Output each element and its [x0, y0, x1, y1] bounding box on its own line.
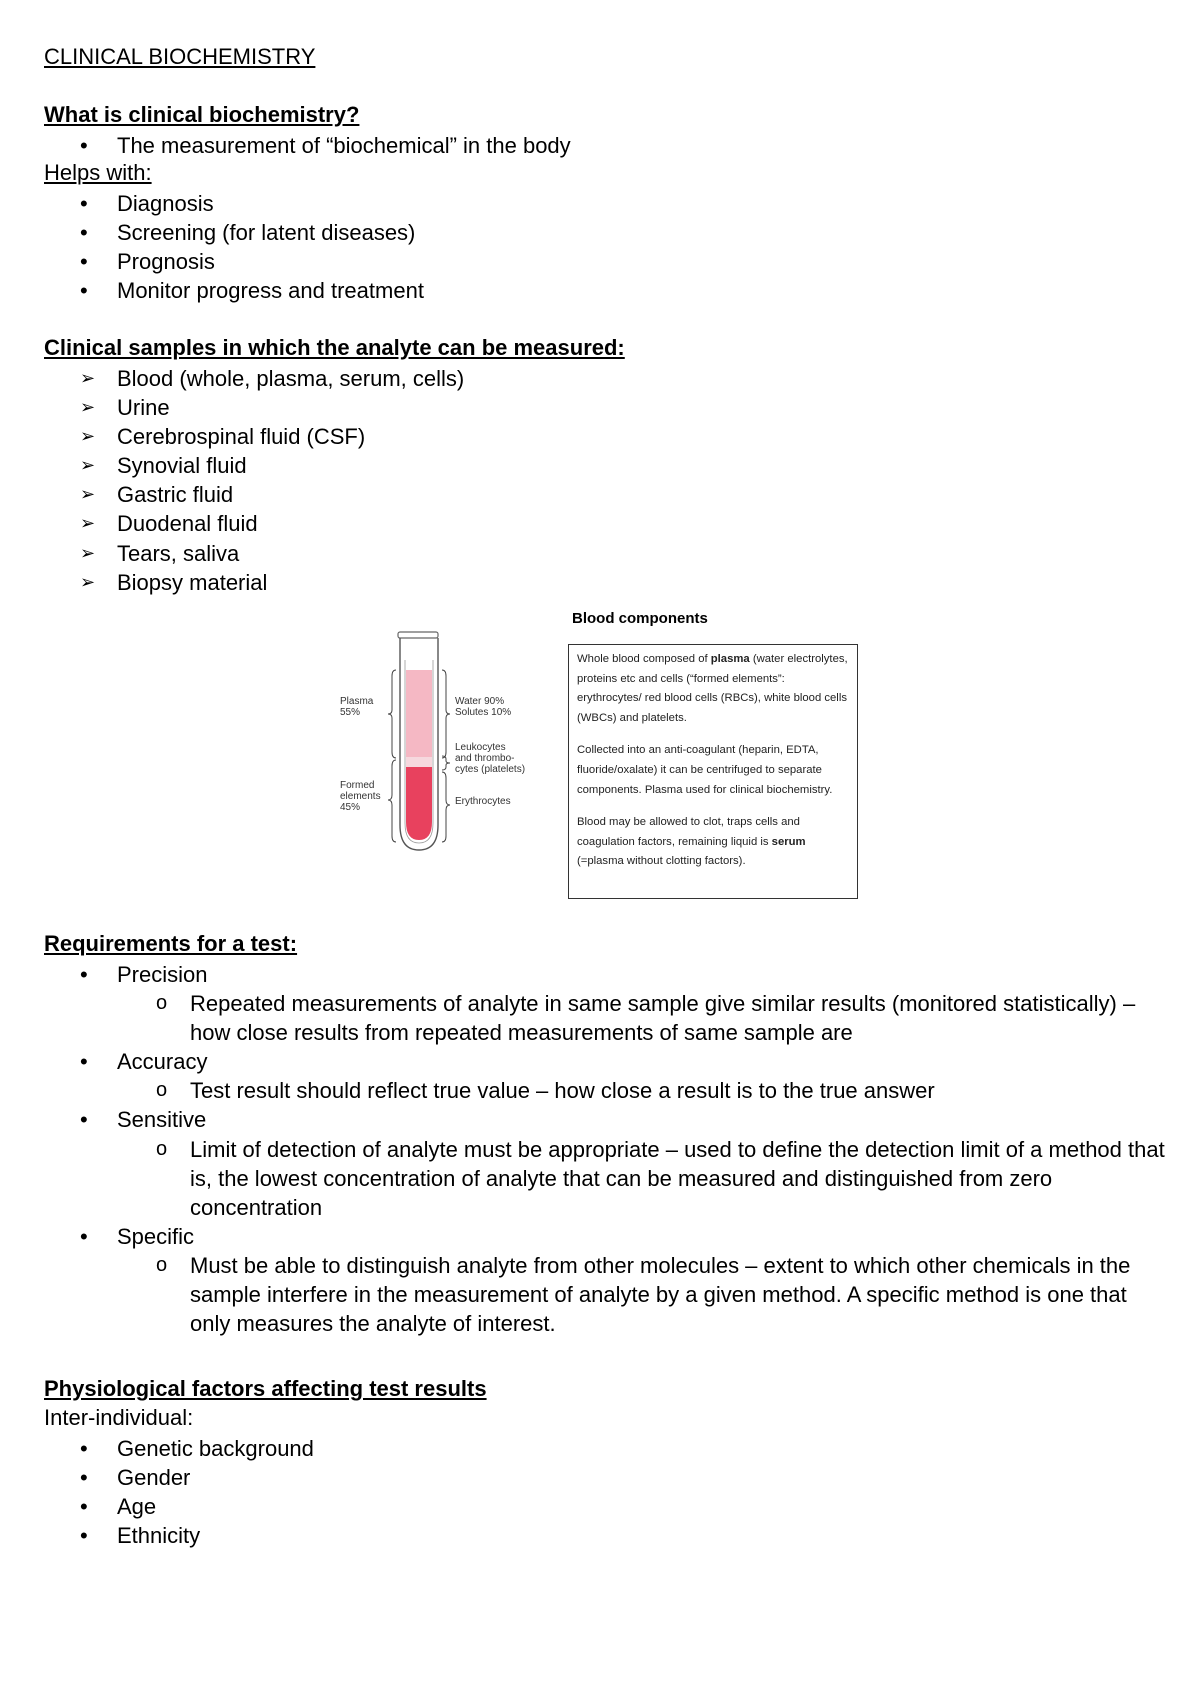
list-item: • Sensitive [0, 1105, 1200, 1134]
requirements-list [0, 960, 1200, 1338]
erythrocyte-bracket [442, 772, 450, 842]
tube-rim [398, 632, 438, 638]
document-title: CLINICAL BIOCHEMISTRY [44, 44, 316, 69]
figure-title: Blood components [572, 610, 708, 627]
sub-list-item: o Repeated measurements of analyte in same sample give similar results (monitored statistically) – how close results from repeated measurements of same sample are [0, 989, 1200, 1047]
list-item: ➢ Biopsy material [0, 568, 464, 597]
helps-with-label: Helps with: [44, 160, 152, 185]
formed-elements-bracket [388, 760, 396, 842]
erythrocyte-layer [406, 767, 432, 840]
blood-components-figure [340, 610, 860, 910]
list-item: • Genetic background [0, 1434, 314, 1463]
definition-list [0, 131, 571, 160]
water-solutes-bracket [442, 670, 450, 758]
plasma-label: Plasma 55% [340, 696, 374, 718]
sub-list-item: o Must be able to distinguish analyte from other molecules – extent to which other chemicals in the sample interfere in the measurement of analyte by a given method. A specific method is one that only measures the analyte of interest. [0, 1251, 1200, 1338]
leukocytes-label: Leukocytes and thrombo- cytes (platelets) [455, 742, 526, 775]
list-item: ➢ Tears, saliva [0, 539, 464, 568]
plasma-bracket [388, 670, 396, 758]
plasma-layer [406, 670, 432, 757]
inter-individual-label: Inter-individual: [44, 1405, 194, 1430]
list-item: • Prognosis [0, 247, 424, 276]
list-item: ➢ Duodenal fluid [0, 509, 464, 538]
section-heading-physiological: Physiological factors affecting test results [44, 1376, 487, 1401]
list-item: • Diagnosis [0, 189, 424, 218]
list-item: ➢ Gastric fluid [0, 480, 464, 509]
list-item: • Screening (for latent diseases) [0, 218, 424, 247]
list-item: • Precision [0, 960, 1200, 989]
list-item: • The measurement of “biochemical” in the body [0, 131, 571, 160]
section-heading-clinical-samples: Clinical samples in which the analyte can be measured: [44, 335, 625, 360]
figure-paragraph: Collected into an anti-coagulant (heparin, EDTA, fluoride/oxalate) it can be centrifuged to separate components. Plasma used for clinical biochemistry. [577, 744, 833, 796]
list-item: ➢ Blood (whole, plasma, serum, cells) [0, 364, 464, 393]
figure-text-box [568, 644, 858, 899]
helps-with-list [0, 189, 424, 305]
sub-list-item: o Limit of detection of analyte must be appropriate – used to define the detection limit of a method that is, the lowest concentration of analyte that can be measured and distinguished from zero concentration [0, 1135, 1200, 1222]
list-item: • Accuracy [0, 1047, 1200, 1076]
list-item: • Monitor progress and treatment [0, 276, 424, 305]
clinical-samples-list [0, 364, 464, 597]
section-heading-what-is: What is clinical biochemistry? [44, 102, 360, 127]
water-solutes-label: Water 90% Solutes 10% [455, 696, 512, 718]
physiological-factors-list [0, 1434, 314, 1550]
section-heading-requirements: Requirements for a test: [44, 931, 298, 956]
list-item: ➢ Cerebrospinal fluid (CSF) [0, 422, 464, 451]
erythrocytes-label: Erythrocytes [455, 796, 511, 807]
list-item: • Age [0, 1492, 314, 1521]
list-item: • Specific [0, 1222, 1200, 1251]
figure-paragraph: Blood may be allowed to clot, traps cells and coagulation factors, remaining liquid is serum (=plasma without clotting factors). [577, 816, 806, 868]
list-item: • Ethnicity [0, 1521, 314, 1550]
list-item: ➢ Synovial fluid [0, 451, 464, 480]
sub-list-item: o Test result should reflect true value – how close a result is to the true answer [0, 1076, 1200, 1105]
list-item: • Gender [0, 1463, 314, 1492]
list-item: ➢ Urine [0, 393, 464, 422]
buffy-coat-layer [406, 757, 432, 767]
formed-elements-label: Formed elements 45% [340, 780, 381, 813]
figure-paragraph: Whole blood composed of plasma (water electrolytes, proteins etc and cells (“formed elements”: erythrocytes/ red blood cells (RBCs), white blood cells (WBCs) and platelets. [577, 653, 848, 724]
